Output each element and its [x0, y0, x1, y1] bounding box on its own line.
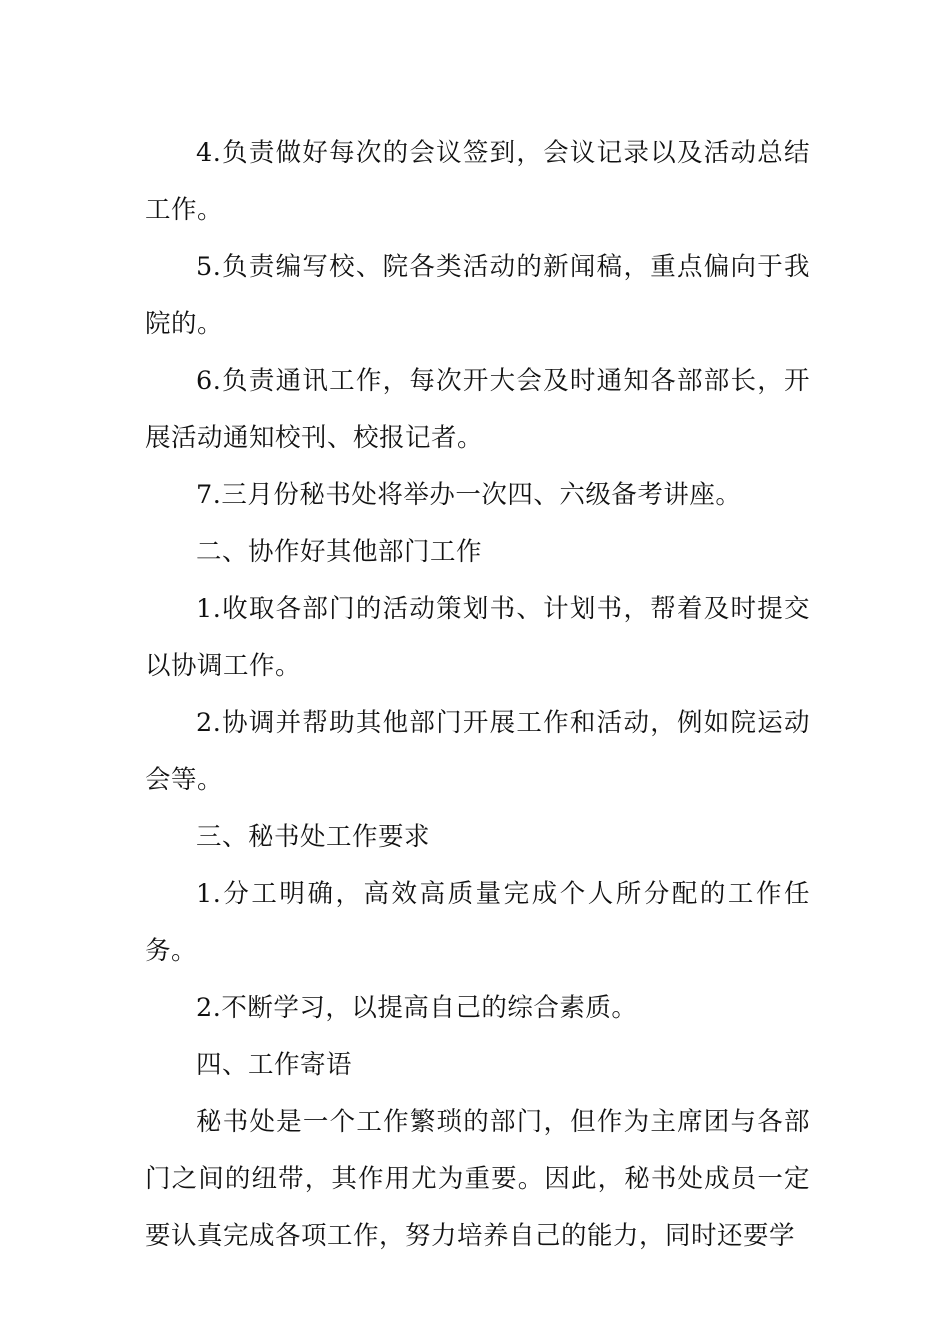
- document-body: [145, 125, 810, 1265]
- paragraph-item-2-2: 2.协调并帮助其他部门开展工作和活动，例如院运动会等。: [145, 708, 810, 795]
- paragraph-item-3-1: 1.分工明确，高效高质量完成个人所分配的工作任务。: [145, 879, 810, 966]
- section-heading-4: 四、工作寄语: [196, 1050, 353, 1080]
- paragraph-item-7: 7.三月份秘书处将举办一次四、六级备考讲座。: [196, 480, 742, 510]
- paragraph-item-5: 5.负责编写校、院各类活动的新闻稿，重点偏向于我院的。: [145, 252, 810, 339]
- paragraph-item-3-2: 2.不断学习，以提高自己的综合素质。: [196, 993, 638, 1023]
- section-heading-3: 三、秘书处工作要求: [196, 822, 431, 852]
- paragraph-item-2-1: 1.收取各部门的活动策划书、计划书，帮着及时提交以协调工作。: [145, 594, 810, 681]
- paragraph-item-4: 4.负责做好每次的会议签到，会议记录以及活动总结工作。: [145, 138, 810, 225]
- section-heading-2: 二、协作好其他部门工作: [196, 537, 483, 567]
- paragraph-closing: 秘书处是一个工作繁琐的部门，但作为主席团与各部门之间的纽带，其作用尤为重要。因此，秘书处成员一定要认真完成各项工作，努力培养自己的能力，同时还要学: [145, 1107, 810, 1251]
- paragraph-item-6: 6.负责通讯工作，每次开大会及时通知各部部长，开展活动通知校刊、校报记者。: [145, 366, 810, 453]
